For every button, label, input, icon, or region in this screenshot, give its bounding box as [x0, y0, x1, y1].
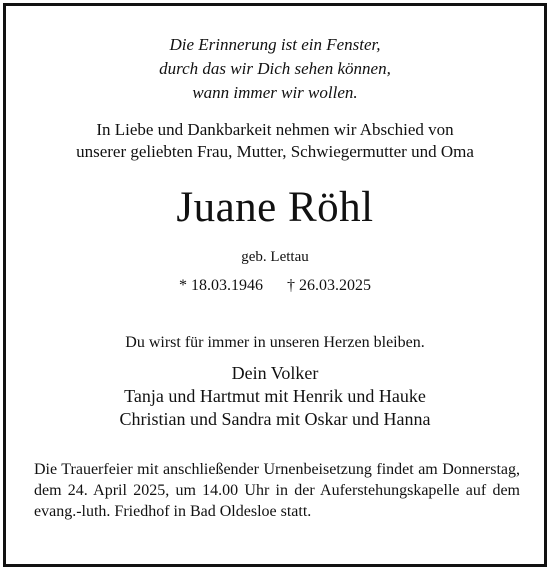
intro-text: [6, 119, 544, 163]
family-line: Dein Volker: [231, 363, 319, 383]
obituary-content: [6, 6, 544, 564]
poem-line: durch das wir Dich sehen können,: [159, 59, 391, 78]
death-date: † 26.03.2025: [287, 277, 371, 294]
service-details: Die Trauerfeier mit anschließender Urnenbeisetzung findet am Donnerstag, dem 24. April 2025, um 14.00 Uhr in der Auferstehungskapelle auf dem evang.-luth. Friedhof in Bad Oldesloe statt.: [34, 461, 520, 520]
life-dates: [6, 275, 544, 297]
family-signatures: [6, 362, 544, 431]
birth-name: geb. Lettau: [241, 249, 309, 265]
poem: [6, 33, 544, 105]
memorial-quote: Du wirst für immer in unseren Herzen bleiben.: [125, 334, 425, 351]
poem-line: wann immer wir wollen.: [192, 83, 358, 102]
intro-line: In Liebe und Dankbarkeit nehmen wir Abschied von: [96, 120, 454, 139]
birth-date: * 18.03.1946: [179, 277, 263, 294]
obituary-frame: [3, 3, 547, 567]
family-line: Christian und Sandra mit Oskar und Hanna: [119, 409, 431, 429]
intro-line: unserer geliebten Frau, Mutter, Schwiegermutter und Oma: [76, 142, 474, 161]
family-line: Tanja und Hartmut mit Henrik und Hauke: [124, 386, 426, 406]
deceased-name: Juane Röhl: [176, 184, 374, 231]
poem-line: Die Erinnerung ist ein Fenster,: [169, 35, 381, 54]
